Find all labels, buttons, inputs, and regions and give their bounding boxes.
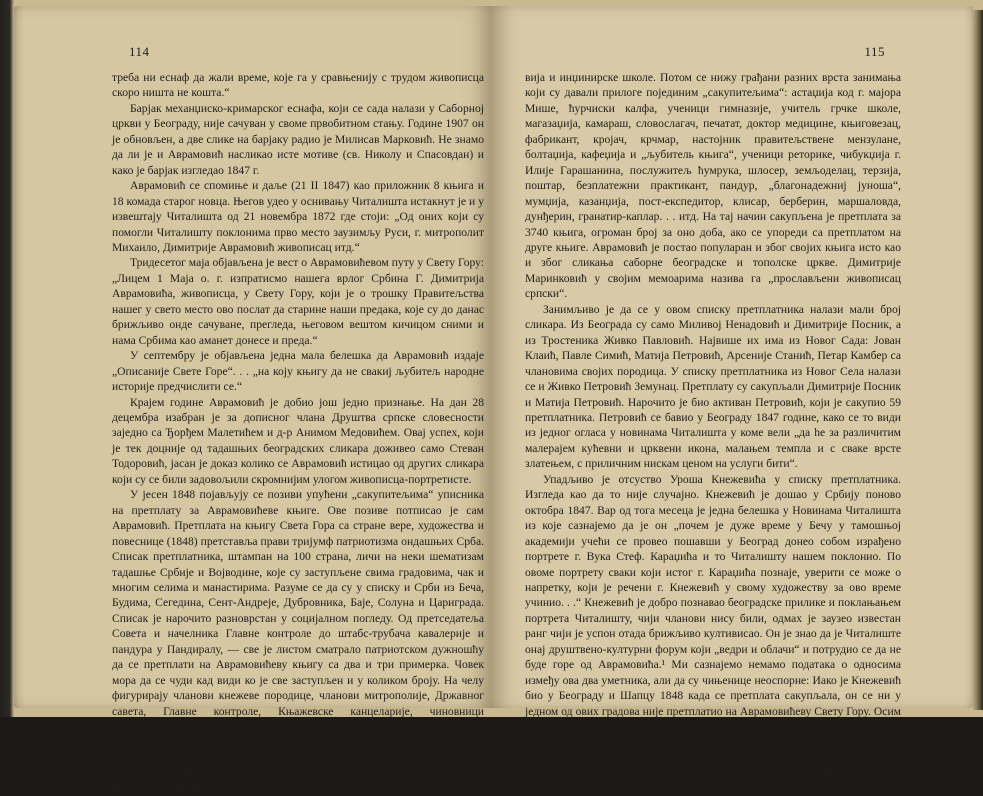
- body-text: [112, 70, 484, 796]
- paragraph: У јесен 1848 појављују се позиви упућени „сакупитељима“ уписника на претплату за Аврамовићеве књиге. Ове позиве потписао је сам Аврамовић. Претплата на књигу Света Гора са стране вере, художества и повеснице (1848) претставља прави тријумф патриотизма ондашњих Срба. Списак претплатника, штампан на 100 страна, личи на неки шематизам тадашње Србије и Војводине, које су заступљене свима градовима, чак и многим селима и манастирима. Разуме се да су у списку и Срби из Беча, Будима, Сегедина, Сент-Андреје, Дубровника, Баје, Солуна и Цариграда. Списак је нарочито разноврстан у социјалном погледу. Од претседатеља Совета и начелника Главне контроле до штабс-трубача кавалерије и пандура у Пандиралу, — све је листом сматрало патриотском дужношћу да се претплати на Аврамовићеву књигу са два и три примерка. Човек мора да се чуди кад види ко је све заступљен и у коликом броју. На челу фигурирају чланови кнежеве породице, чланови митрополије, Државног савета, Главне контроле, Књажевске канцеларије, чиновници Попечитељства внутрених дела, Попечитељства правосудија и просвештенија, Попечитељства финансија, Врховног суда, Апелационог суда, Суда вароши Београда, па онда војска, сви родови оружја, пехота, кавалерија и артилерија са Главним војеним штабом, чланови Читалишта београдског, професори и слушаоци права, мудросло-: [112, 488, 484, 795]
- paragraph: Аврамовић се спомиње и даље (21 II 1847) као приложник 8 књига и 18 комада старог новца. Његов удео у оснивању Читалишта истакнут је и у извештају Читалишта од 21 новембра 1872 где стоји: „Од оних који су помогли Читалишту поклонима прво место заузимљу Руси, г. митрополит Михаило, Димитрије Аврамовић живописац итд.“: [112, 179, 484, 254]
- page-number: 114: [129, 44, 150, 59]
- paragraph: Крајем године Аврамовић је добио још једно признање. На дан 28 децембра изабран је за дописног члана Друштва српске словесности заједно са Ђорђем Малетићем и д-р Анимом Медовићем. Овај успех, који је тек доцније од тадашњих београдских сликара доживео само Стеван Тодоровић, јасан је доказ колико се Аврамовић истицао од других сликара који су се били задовољили скромнијим улогом живописца-портретисте.: [112, 395, 484, 486]
- paragraph: Барјак механџиско-кримарског еснафа, који се сада налази у Саборној цркви у Београду, није сачуван у своме првобитном стању. Године 1907 он је обновљен, а две слике на барјаку радио је Милисав Марковић. Не знамо да ли је и Аврамовић насликао исте мотиве (св. Николу и Спасовдан) и како је барјак изгледао 1847 г.: [112, 101, 484, 177]
- paragraph: Занимљиво је да се у овом списку претплатника налази мали број сликара. Из Београда су само Миливој Ненадовић и Димитрије Посник, а из Тростеника Живко Павловић. Највише их има из Новог Сада: Јован Клаић, Павле Симић, Матија Петровић, Арсеније Станић, Петар Камбер са члановима својих породица. У списку претплатника из Новог Села налази се и Живко Петровић Земунац. Претплату су сакупљали Димитрије Посник и Матија Петровић. Нарочито је био активан Петровић, који је сакупио 59 претплатника. Петровић се бавио у Београду 1847 године, како се то види из једног огласа у новинама Читалишта у коме вели „да he за различитим малерајем кућевни и црквени икона, малањем темпла и с сваке врсте златењем, с приличним нискам ценом на услуги бити“.: [525, 302, 901, 471]
- paragraph: Упадљиво је отсуство Уроша Кнежевића у списку претплатника. Изгледа као да то није случајно. Кнежевић је дошао у Србију поново октобра 1847. Вар од тога месеца је једна белешка у Новинама Читалишта из које сазнајемо да је он „почем је дуже време у Бечу у тамошњој академији учећи се провео пошавши у Београд донео собом израђено портрете г. Вука Стеф. Караџића и то Читалишту нашем поклонио. По овоме портрету сваки који истог г. Караџића познаје, уверити се може о напретку, који је речени г. Кнежевић у свому художеству за ово време учинио. . .“ Кнежевић је добро познавао београдске прилике и поклањањем портрета Читалишту, чији чланови нису били, одмах је заузео известан ранг чији је успон отада брижљиво култивисао. Он је знао да је Читалиште онај друштвено-културни форум који „ведри и облачи“ и потрудио се да не буде горе од Аврамовића.¹ Ми сазнајемо немамо података о односима између ова два уметника, али да су чињенице неоспорне: Иако је Кнежевић био у Београду и Шапцу 1848 када се претплата сакупљала, он се ни у једном од ових градова није претплатио на Аврамовићеву Свету Гору. Осим тога, обојица су идуће године конкурисали за место професора начертанија у „послено трговачком заведенију“, дакле били су супарници. Ми смо већ видели како су образложили своје молбе.² По свему судећи Кнежевићево сликарство више се допадало београдској публици. Многобројни су Кнежевићеви портрети почев од 1850, а он: [525, 472, 901, 795]
- left-page: [14, 6, 491, 795]
- right-page: [491, 6, 973, 795]
- page-number: 115: [864, 44, 885, 59]
- paragraph: вија и инџинирске школе. Потом се нижу грађани разних врста занимања који су давали прилоге појединим „сакупитељима“: астаџија код г. мајора Мише, ћурчиски калфа, ученици гимназије, учитель грчке школе, магазаџија, камараш, словослагач, печатат, доктор медицине, књиговезац, фабрикант, кројач, крчмар, настојник правитељствене мензулане, болтаџија, кафеџија и „љубитель књига“, ученици реторике, чибукџија г. Илије Гарашанина, послужитељ ћумрука, шлосер, земљоделац, терзија, поштар, безплатежни практикант, пандур, „благонадежниј јуноша“, мумџија, казанџија, пост-експедитор, клисар, берберин, маршаловда, дунђерин, гранатир-каплар. . . итд. На тај начин сакупљена је претплата за 3740 књига, огроман број за оно доба, ако се упореди са претплатом на друге књиге. Аврамовић је постао популаран и због својих књига исто као и због сликања саборне београдске и тополске цркве. Димитрије Маринковић у својим мемоарима назива га „прослављени живописац српски“.: [525, 71, 901, 301]
- paragraph: Тридесетог маја објављена је вест о Аврамовићевом путу у Свету Гору: „Лицем 1 Маја о. г. изпратисмо нашега врлог Србина Г. Димитрија Аврамовића, живописца, у Свету Гору, који је о трошку Правитељства нашег у свето место ово послат да старине наши предака, које су до данас брижљиво онде сачуване, прегледа, његовом вештом кичицом сними и нама Србима као аманет донесе и преда.“: [112, 256, 484, 347]
- paragraph: У септембру је објављена једна мала белешка да Аврамовић издаје „Описаније Свете Горе“. . . „на коју књигу да не свакиј љубитељ народне историје предчислити се.“: [112, 349, 484, 394]
- paragraph: треба ни еснаф да жали време, које га у сравњенију с трудом живописца скоро ништа не кошта.“: [112, 71, 484, 100]
- page-edge: [973, 10, 983, 710]
- body-text: [525, 70, 901, 796]
